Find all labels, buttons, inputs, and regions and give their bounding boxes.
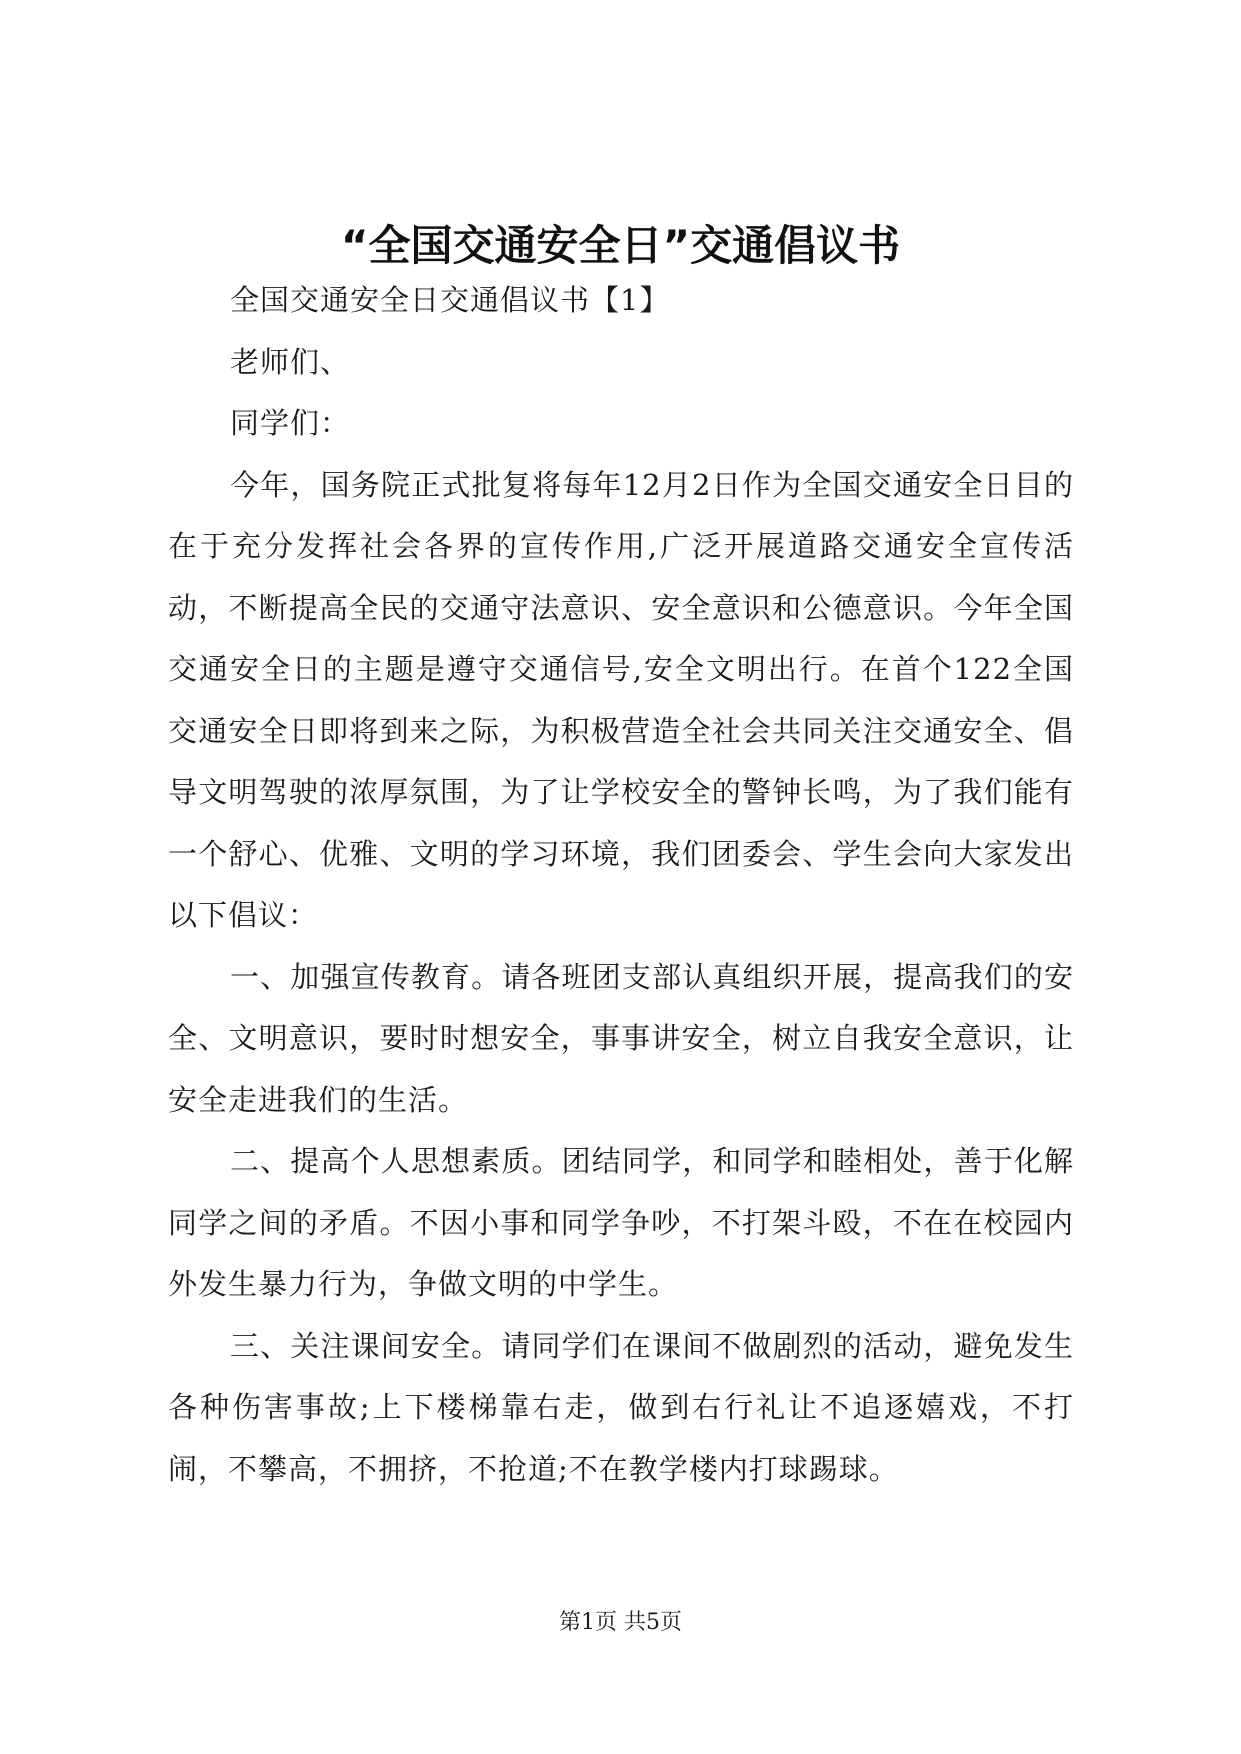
document-title: “全国交通安全日”交通倡议书 [340, 221, 901, 270]
proposal-item-3: 三、关注课间安全。请同学们在课间不做剧烈的活动，避免发生各种伤害事故;上下楼梯靠右走，做到右行礼让不追逐嬉戏，不打闹，不攀高，不拥挤，不抢道;不在教学楼内打球踢球。 [168, 1328, 1074, 1486]
salutation-teachers: 老师们、 [230, 344, 351, 379]
page-number-footer: 第1页 共5页 [559, 1610, 682, 1635]
salutation-students: 同学们： [230, 406, 351, 440]
proposal-item-2: 二、提高个人思想素质。团结同学，和同学和睦相处，善于化解同学之间的矛盾。不因小事和同学争吵，不打架斗殴，不在在校园内外发生暴力行为，争做文明的中学生。 [168, 1144, 1074, 1301]
proposal-item-1: 一、加强宣传教育。请各班团支部认真组织开展，提高我们的安全、文明意识，要时时想安全，事事讲安全，树立自我安全意识，让安全走进我们的生活。 [168, 959, 1074, 1117]
subtitle-heading: 全国交通安全日交通倡议书【1】 [230, 283, 670, 317]
intro-paragraph: 今年，国务院正式批复将每年12月2日作为全国交通安全日目的在于充分发挥社会各界的宣传作用,广泛开展道路交通安全宣传活动，不断提高全民的交通守法意识、安全意识和公德意识。今年全国交通安全日的主题是遵守交通信号,安全文明出行。在首个122全国交通安全日即将到来之际，为积极营造全社会共同关注交通安全、倡导文明驾驶的浓厚氛围，为了让学校安全的警钟长鸣，为了我们能有一个舒心、优雅、文明的学习环境，我们团委会、学生会向大家发出以下倡议： [168, 467, 1074, 932]
document-body [168, 270, 1074, 1500]
